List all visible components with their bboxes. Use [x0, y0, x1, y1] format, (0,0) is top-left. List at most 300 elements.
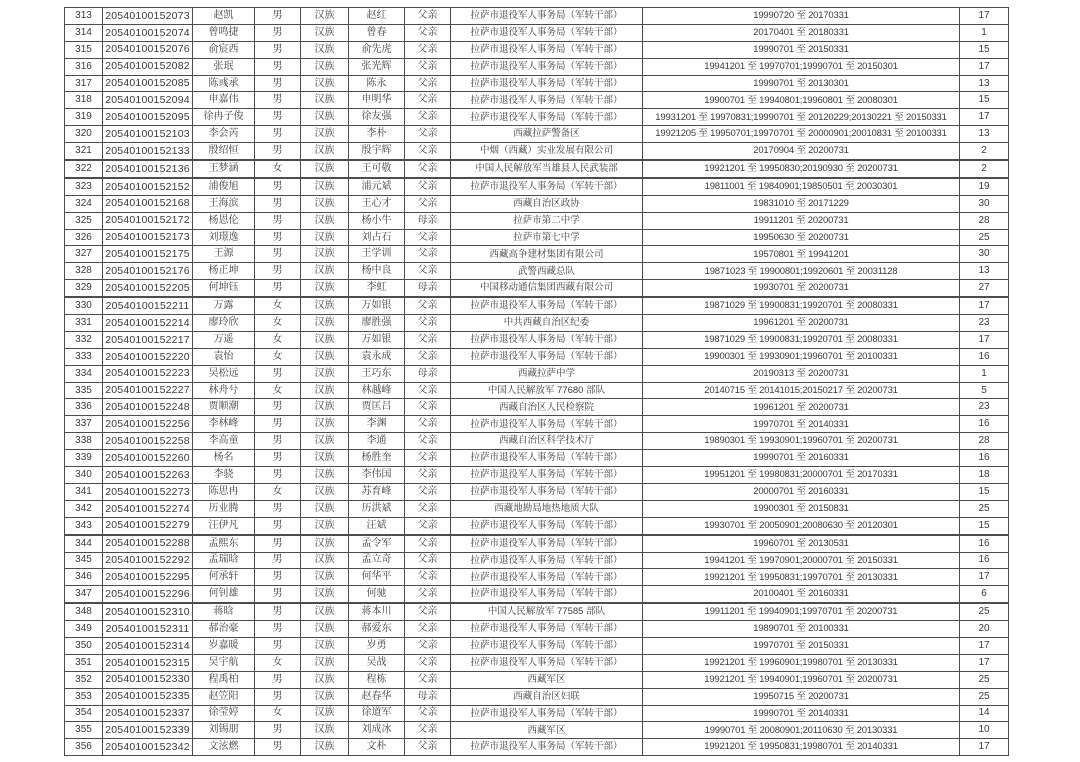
- table-row: [65, 178, 1009, 195]
- cell-work-unit: 中国人民解放军 77585 部队: [451, 603, 643, 620]
- cell-seq-number: 328: [65, 263, 103, 280]
- cell-ethnicity: 汉族: [301, 75, 349, 92]
- cell-name: 曾鸣捷: [193, 24, 255, 41]
- cell-date-ranges: 19990720 至 20170331: [643, 8, 960, 25]
- cell-name: 王源: [193, 246, 255, 263]
- cell-count: 28: [960, 433, 1009, 450]
- cell-seq-number: 344: [65, 535, 103, 552]
- cell-count: 17: [960, 109, 1009, 126]
- cell-seq-number: 335: [65, 382, 103, 399]
- cell-seq-number: 356: [65, 739, 103, 756]
- cell-relative-name: 李通: [349, 433, 405, 450]
- cell-work-unit: 拉萨市退役军人事务局（军转干部）: [451, 569, 643, 586]
- cell-date-ranges: 19871029 至 19900831;19920701 至 20080331: [643, 331, 960, 348]
- cell-seq-number: 338: [65, 433, 103, 450]
- table-row: [65, 483, 1009, 500]
- cell-ethnicity: 汉族: [301, 365, 349, 382]
- cell-count: 14: [960, 705, 1009, 722]
- table-row: [65, 24, 1009, 41]
- cell-id-number: 20540100152227: [103, 382, 193, 399]
- cell-ethnicity: 汉族: [301, 331, 349, 348]
- cell-relationship: 父亲: [405, 500, 451, 517]
- cell-date-ranges: 19950715 至 20200731: [643, 688, 960, 705]
- cell-count: 13: [960, 263, 1009, 280]
- cell-relative-name: 吴战: [349, 654, 405, 671]
- cell-gender: 男: [255, 603, 301, 620]
- cell-count: 15: [960, 517, 1009, 534]
- cell-gender: 女: [255, 382, 301, 399]
- cell-count: 25: [960, 688, 1009, 705]
- cell-work-unit: 拉萨市退役军人事务局（军转干部）: [451, 654, 643, 671]
- cell-id-number: 20540100152094: [103, 92, 193, 109]
- cell-date-ranges: 19990701 至 20160331: [643, 450, 960, 467]
- table-row: [65, 160, 1009, 178]
- cell-date-ranges: 19950630 至 20200731: [643, 229, 960, 246]
- cell-date-ranges: 19990701 至 20150331: [643, 41, 960, 58]
- cell-ethnicity: 汉族: [301, 246, 349, 263]
- cell-work-unit: 西藏地勘局地热地质大队: [451, 500, 643, 517]
- cell-relative-name: 李朴: [349, 126, 405, 143]
- cell-relative-name: 殷宇辉: [349, 143, 405, 160]
- cell-relative-name: 刘成冰: [349, 722, 405, 739]
- cell-count: 16: [960, 552, 1009, 569]
- cell-count: 23: [960, 315, 1009, 332]
- cell-count: 17: [960, 654, 1009, 671]
- cell-gender: 男: [255, 58, 301, 75]
- cell-relationship: 父亲: [405, 58, 451, 75]
- cell-gender: 男: [255, 416, 301, 433]
- cell-name: 岁嘉暖: [193, 637, 255, 654]
- cell-name: 李骁: [193, 467, 255, 484]
- cell-relative-name: 刘占石: [349, 229, 405, 246]
- cell-count: 27: [960, 280, 1009, 297]
- cell-work-unit: 拉萨市第二中学: [451, 212, 643, 229]
- cell-date-ranges: 19890701 至 20100331: [643, 621, 960, 638]
- cell-gender: 男: [255, 467, 301, 484]
- table-row: [65, 637, 1009, 654]
- cell-work-unit: 拉萨市退役军人事务局（军转干部）: [451, 348, 643, 365]
- cell-relationship: 父亲: [405, 722, 451, 739]
- table-row: [65, 41, 1009, 58]
- cell-seq-number: 323: [65, 178, 103, 195]
- cell-relationship: 父亲: [405, 229, 451, 246]
- cell-ethnicity: 汉族: [301, 739, 349, 756]
- cell-seq-number: 332: [65, 331, 103, 348]
- cell-ethnicity: 汉族: [301, 517, 349, 534]
- cell-relative-name: 杨胜奎: [349, 450, 405, 467]
- cell-seq-number: 341: [65, 483, 103, 500]
- table-row: [65, 399, 1009, 416]
- cell-id-number: 20540100152342: [103, 739, 193, 756]
- cell-name: 林舟兮: [193, 382, 255, 399]
- cell-name: 蒋晗: [193, 603, 255, 620]
- cell-date-ranges: 19961201 至 20200731: [643, 399, 960, 416]
- cell-seq-number: 352: [65, 671, 103, 688]
- cell-count: 30: [960, 246, 1009, 263]
- table-row: [65, 263, 1009, 280]
- cell-gender: 男: [255, 280, 301, 297]
- table-row: [65, 722, 1009, 739]
- cell-ethnicity: 汉族: [301, 535, 349, 552]
- cell-relative-name: 王巧东: [349, 365, 405, 382]
- cell-gender: 男: [255, 433, 301, 450]
- cell-relationship: 父亲: [405, 160, 451, 178]
- cell-count: 18: [960, 467, 1009, 484]
- cell-id-number: 20540100152103: [103, 126, 193, 143]
- cell-date-ranges: 19890301 至 19930901;19960701 至 20200731: [643, 433, 960, 450]
- cell-gender: 女: [255, 160, 301, 178]
- cell-relative-name: 陈永: [349, 75, 405, 92]
- cell-seq-number: 334: [65, 365, 103, 382]
- cell-count: 2: [960, 160, 1009, 178]
- cell-count: 6: [960, 586, 1009, 603]
- cell-seq-number: 345: [65, 552, 103, 569]
- cell-ethnicity: 汉族: [301, 500, 349, 517]
- cell-relationship: 父亲: [405, 195, 451, 212]
- table-row: [65, 75, 1009, 92]
- cell-id-number: 20540100152152: [103, 178, 193, 195]
- table-row: [65, 382, 1009, 399]
- cell-relative-name: 孟令军: [349, 535, 405, 552]
- cell-work-unit: 拉萨市退役军人事务局（军转干部）: [451, 75, 643, 92]
- cell-relationship: 父亲: [405, 654, 451, 671]
- cell-gender: 女: [255, 483, 301, 500]
- cell-gender: 男: [255, 24, 301, 41]
- cell-relative-name: 程栋: [349, 671, 405, 688]
- table-row: [65, 416, 1009, 433]
- cell-id-number: 20540100152073: [103, 8, 193, 25]
- table-row: [65, 195, 1009, 212]
- table-row: [65, 365, 1009, 382]
- cell-id-number: 20540100152085: [103, 75, 193, 92]
- table-row: [65, 126, 1009, 143]
- cell-seq-number: 350: [65, 637, 103, 654]
- cell-id-number: 20540100152330: [103, 671, 193, 688]
- cell-seq-number: 314: [65, 24, 103, 41]
- cell-relative-name: 万如银: [349, 331, 405, 348]
- cell-date-ranges: 19811001 至 19840901;19850501 至 20030301: [643, 178, 960, 195]
- cell-name: 孟熙东: [193, 535, 255, 552]
- cell-gender: 女: [255, 348, 301, 365]
- cell-ethnicity: 汉族: [301, 24, 349, 41]
- cell-seq-number: 322: [65, 160, 103, 178]
- cell-work-unit: 拉萨市退役军人事务局（军转干部）: [451, 467, 643, 484]
- cell-work-unit: 拉萨市第七中学: [451, 229, 643, 246]
- cell-date-ranges: 19941201 至 19970901;20000701 至 20150331: [643, 552, 960, 569]
- cell-work-unit: 拉萨市退役军人事务局（军转干部）: [451, 517, 643, 534]
- cell-work-unit: 拉萨市退役军人事务局（军转干部）: [451, 621, 643, 638]
- cell-work-unit: 拉萨市退役军人事务局（军转干部）: [451, 41, 643, 58]
- cell-date-ranges: 19961201 至 20200731: [643, 315, 960, 332]
- cell-ethnicity: 汉族: [301, 195, 349, 212]
- cell-ethnicity: 汉族: [301, 450, 349, 467]
- cell-relationship: 父亲: [405, 263, 451, 280]
- cell-date-ranges: 20140715 至 20141015;20150217 至 20200731: [643, 382, 960, 399]
- cell-seq-number: 313: [65, 8, 103, 25]
- cell-relationship: 父亲: [405, 8, 451, 25]
- table-row: [65, 671, 1009, 688]
- cell-relative-name: 郝爱东: [349, 621, 405, 638]
- cell-date-ranges: 19930701 至 20050901;20080630 至 20120301: [643, 517, 960, 534]
- cell-date-ranges: 19960701 至 20130531: [643, 535, 960, 552]
- cell-date-ranges: 19941201 至 19970701;19990701 至 20150301: [643, 58, 960, 75]
- cell-relationship: 父亲: [405, 75, 451, 92]
- cell-id-number: 20540100152074: [103, 24, 193, 41]
- table-row: [65, 315, 1009, 332]
- table-row: [65, 433, 1009, 450]
- cell-count: 16: [960, 348, 1009, 365]
- cell-gender: 男: [255, 8, 301, 25]
- cell-id-number: 20540100152273: [103, 483, 193, 500]
- cell-seq-number: 340: [65, 467, 103, 484]
- cell-relative-name: 历洪斌: [349, 500, 405, 517]
- cell-id-number: 20540100152248: [103, 399, 193, 416]
- cell-id-number: 20540100152263: [103, 467, 193, 484]
- cell-work-unit: 拉萨市退役军人事务局（军转干部）: [451, 416, 643, 433]
- cell-relationship: 父亲: [405, 517, 451, 534]
- cell-seq-number: 339: [65, 450, 103, 467]
- cell-count: 25: [960, 229, 1009, 246]
- cell-date-ranges: 20190313 至 20200731: [643, 365, 960, 382]
- cell-relative-name: 徐友强: [349, 109, 405, 126]
- cell-seq-number: 329: [65, 280, 103, 297]
- cell-ethnicity: 汉族: [301, 382, 349, 399]
- table-row: [65, 705, 1009, 722]
- cell-name: 何承轩: [193, 569, 255, 586]
- cell-work-unit: 中国人民解放军当雄县人民武装部: [451, 160, 643, 178]
- table-row: [65, 500, 1009, 517]
- cell-count: 17: [960, 739, 1009, 756]
- cell-name: 王梦涵: [193, 160, 255, 178]
- cell-id-number: 20540100152176: [103, 263, 193, 280]
- cell-count: 16: [960, 450, 1009, 467]
- cell-relationship: 父亲: [405, 569, 451, 586]
- cell-name: 俞宸西: [193, 41, 255, 58]
- cell-name: 殷绍恒: [193, 143, 255, 160]
- cell-relative-name: 蒋本川: [349, 603, 405, 620]
- cell-relationship: 母亲: [405, 688, 451, 705]
- cell-ethnicity: 汉族: [301, 705, 349, 722]
- cell-ethnicity: 汉族: [301, 280, 349, 297]
- cell-relative-name: 曾春: [349, 24, 405, 41]
- cell-relative-name: 汪斌: [349, 517, 405, 534]
- cell-id-number: 20540100152315: [103, 654, 193, 671]
- cell-seq-number: 331: [65, 315, 103, 332]
- cell-relationship: 父亲: [405, 331, 451, 348]
- cell-date-ranges: 19570801 至 19941201: [643, 246, 960, 263]
- cell-count: 17: [960, 297, 1009, 314]
- cell-work-unit: 拉萨市退役军人事务局（军转干部）: [451, 92, 643, 109]
- cell-relationship: 父亲: [405, 348, 451, 365]
- cell-relative-name: 杨小牛: [349, 212, 405, 229]
- table-row: [65, 297, 1009, 314]
- cell-id-number: 20540100152205: [103, 280, 193, 297]
- cell-id-number: 20540100152082: [103, 58, 193, 75]
- cell-gender: 男: [255, 75, 301, 92]
- cell-count: 17: [960, 637, 1009, 654]
- cell-gender: 男: [255, 450, 301, 467]
- cell-gender: 男: [255, 229, 301, 246]
- cell-name: 郝治豪: [193, 621, 255, 638]
- cell-name: 万露: [193, 297, 255, 314]
- cell-count: 16: [960, 416, 1009, 433]
- cell-relative-name: 苏育峰: [349, 483, 405, 500]
- cell-relative-name: 袁永成: [349, 348, 405, 365]
- cell-id-number: 20540100152295: [103, 569, 193, 586]
- cell-relationship: 父亲: [405, 297, 451, 314]
- cell-ethnicity: 汉族: [301, 569, 349, 586]
- cell-work-unit: 拉萨市退役军人事务局（军转干部）: [451, 483, 643, 500]
- cell-seq-number: 330: [65, 297, 103, 314]
- cell-ethnicity: 汉族: [301, 263, 349, 280]
- table-row: [65, 621, 1009, 638]
- cell-ethnicity: 汉族: [301, 483, 349, 500]
- cell-date-ranges: 19951201 至 19980831;20000701 至 20170331: [643, 467, 960, 484]
- cell-gender: 男: [255, 399, 301, 416]
- cell-relative-name: 申明华: [349, 92, 405, 109]
- table-row: [65, 8, 1009, 25]
- cell-work-unit: 中国人民解放军 77680 部队: [451, 382, 643, 399]
- cell-relative-name: 李伟国: [349, 467, 405, 484]
- cell-relationship: 父亲: [405, 143, 451, 160]
- cell-relationship: 父亲: [405, 178, 451, 195]
- cell-relative-name: 张光辉: [349, 58, 405, 75]
- cell-gender: 男: [255, 688, 301, 705]
- cell-work-unit: 西藏拉萨中学: [451, 365, 643, 382]
- cell-name: 陈思冉: [193, 483, 255, 500]
- cell-work-unit: 西藏自治区妇联: [451, 688, 643, 705]
- cell-id-number: 20540100152274: [103, 500, 193, 517]
- cell-name: 程禹柏: [193, 671, 255, 688]
- cell-seq-number: 324: [65, 195, 103, 212]
- cell-ethnicity: 汉族: [301, 212, 349, 229]
- cell-count: 19: [960, 178, 1009, 195]
- cell-name: 万遥: [193, 331, 255, 348]
- cell-seq-number: 354: [65, 705, 103, 722]
- cell-name: 王海滨: [193, 195, 255, 212]
- cell-relationship: 父亲: [405, 41, 451, 58]
- cell-work-unit: 拉萨市退役军人事务局（军转干部）: [451, 24, 643, 41]
- cell-gender: 男: [255, 41, 301, 58]
- cell-ethnicity: 汉族: [301, 603, 349, 620]
- cell-name: 刘璟逸: [193, 229, 255, 246]
- cell-ethnicity: 汉族: [301, 41, 349, 58]
- cell-id-number: 20540100152260: [103, 450, 193, 467]
- table-row: [65, 569, 1009, 586]
- cell-name: 吴宇航: [193, 654, 255, 671]
- cell-gender: 男: [255, 246, 301, 263]
- table-row: [65, 535, 1009, 552]
- cell-relationship: 父亲: [405, 315, 451, 332]
- cell-id-number: 20540100152168: [103, 195, 193, 212]
- cell-count: 13: [960, 75, 1009, 92]
- cell-work-unit: 拉萨市退役军人事务局（军转干部）: [451, 739, 643, 756]
- cell-date-ranges: 19900301 至 20150831: [643, 500, 960, 517]
- cell-count: 17: [960, 58, 1009, 75]
- cell-work-unit: 拉萨市退役军人事务局（军转干部）: [451, 637, 643, 654]
- cell-count: 13: [960, 126, 1009, 143]
- table-row: [65, 58, 1009, 75]
- cell-id-number: 20540100152095: [103, 109, 193, 126]
- cell-date-ranges: 19921201 至 19950830;20190930 至 20200731: [643, 160, 960, 178]
- cell-ethnicity: 汉族: [301, 688, 349, 705]
- cell-work-unit: 拉萨市退役军人事务局（军转干部）: [451, 109, 643, 126]
- cell-count: 5: [960, 382, 1009, 399]
- cell-id-number: 20540100152288: [103, 535, 193, 552]
- table-row: [65, 229, 1009, 246]
- cell-relationship: 父亲: [405, 739, 451, 756]
- cell-work-unit: 拉萨市退役军人事务局（军转干部）: [451, 535, 643, 552]
- cell-work-unit: 拉萨市退役军人事务局（军转干部）: [451, 705, 643, 722]
- cell-relative-name: 徐道军: [349, 705, 405, 722]
- cell-relationship: 母亲: [405, 365, 451, 382]
- cell-count: 23: [960, 399, 1009, 416]
- cell-count: 15: [960, 92, 1009, 109]
- cell-work-unit: 拉萨市退役军人事务局（军转干部）: [451, 552, 643, 569]
- cell-id-number: 20540100152133: [103, 143, 193, 160]
- cell-ethnicity: 汉族: [301, 637, 349, 654]
- cell-ethnicity: 汉族: [301, 126, 349, 143]
- cell-relationship: 父亲: [405, 416, 451, 433]
- table-row: [65, 552, 1009, 569]
- cell-gender: 男: [255, 637, 301, 654]
- cell-seq-number: 320: [65, 126, 103, 143]
- cell-relative-name: 孟立奇: [349, 552, 405, 569]
- cell-date-ranges: 19970701 至 20150331: [643, 637, 960, 654]
- cell-relationship: 父亲: [405, 399, 451, 416]
- cell-ethnicity: 汉族: [301, 552, 349, 569]
- cell-ethnicity: 汉族: [301, 315, 349, 332]
- cell-relative-name: 林越峰: [349, 382, 405, 399]
- table-row: [65, 467, 1009, 484]
- cell-gender: 男: [255, 126, 301, 143]
- cell-relative-name: 何华平: [349, 569, 405, 586]
- cell-work-unit: 拉萨市退役军人事务局（军转干部）: [451, 8, 643, 25]
- cell-gender: 男: [255, 178, 301, 195]
- cell-count: 17: [960, 569, 1009, 586]
- cell-name: 徐冉子俊: [193, 109, 255, 126]
- cell-gender: 男: [255, 671, 301, 688]
- cell-work-unit: 西藏自治区政协: [451, 195, 643, 212]
- cell-seq-number: 316: [65, 58, 103, 75]
- table-row: [65, 688, 1009, 705]
- cell-relative-name: 李虹: [349, 280, 405, 297]
- cell-count: 30: [960, 195, 1009, 212]
- cell-work-unit: 拉萨市退役军人事务局（军转干部）: [451, 58, 643, 75]
- cell-count: 2: [960, 143, 1009, 160]
- cell-count: 1: [960, 365, 1009, 382]
- cell-relationship: 父亲: [405, 603, 451, 620]
- cell-date-ranges: 19831010 至 20171229: [643, 195, 960, 212]
- cell-id-number: 20540100152217: [103, 331, 193, 348]
- cell-id-number: 20540100152211: [103, 297, 193, 314]
- cell-seq-number: 353: [65, 688, 103, 705]
- cell-relationship: 父亲: [405, 433, 451, 450]
- cell-count: 17: [960, 331, 1009, 348]
- cell-ethnicity: 汉族: [301, 178, 349, 195]
- cell-seq-number: 333: [65, 348, 103, 365]
- cell-date-ranges: 19921201 至 19950831;19980701 至 20140331: [643, 739, 960, 756]
- cell-relationship: 父亲: [405, 586, 451, 603]
- cell-seq-number: 321: [65, 143, 103, 160]
- cell-ethnicity: 汉族: [301, 143, 349, 160]
- cell-date-ranges: 19911201 至 20200731: [643, 212, 960, 229]
- cell-ethnicity: 汉族: [301, 8, 349, 25]
- cell-date-ranges: 19921201 至 19950831;19970701 至 20130331: [643, 569, 960, 586]
- cell-seq-number: 327: [65, 246, 103, 263]
- cell-id-number: 20540100152314: [103, 637, 193, 654]
- cell-name: 李林峰: [193, 416, 255, 433]
